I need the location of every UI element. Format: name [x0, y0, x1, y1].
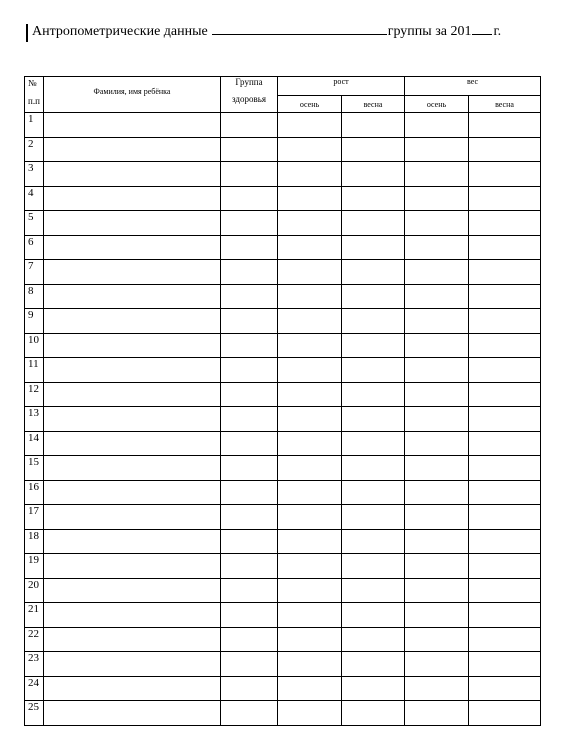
height-spring-cell[interactable]: [342, 309, 405, 334]
table-row: [25, 186, 541, 211]
header-weight-autumn: осень: [405, 96, 469, 113]
child-name-cell[interactable]: [44, 554, 221, 579]
weight-spring-cell[interactable]: [469, 676, 541, 701]
table-row: [25, 505, 541, 530]
table-row: [25, 554, 541, 579]
weight-spring-cell[interactable]: [469, 309, 541, 334]
child-name-cell[interactable]: [44, 676, 221, 701]
health-group-cell[interactable]: [221, 431, 278, 456]
header-number: [25, 77, 44, 113]
table-row: [25, 431, 541, 456]
height-spring-cell[interactable]: [342, 701, 405, 726]
row-number: 1: [25, 113, 44, 138]
row-number: 3: [25, 162, 44, 187]
weight-spring-cell[interactable]: [469, 284, 541, 309]
child-name-cell[interactable]: [44, 603, 221, 628]
weight-spring-cell[interactable]: [469, 578, 541, 603]
health-group-cell[interactable]: [221, 554, 278, 579]
weight-spring-cell[interactable]: [469, 382, 541, 407]
child-name-cell[interactable]: [44, 137, 221, 162]
child-name-cell[interactable]: [44, 333, 221, 358]
row-number: 5: [25, 211, 44, 236]
height-autumn-cell[interactable]: [278, 382, 342, 407]
row-number: 15: [25, 456, 44, 481]
weight-autumn-cell[interactable]: [405, 505, 469, 530]
weight-autumn-cell[interactable]: [405, 113, 469, 138]
row-number: 24: [25, 676, 44, 701]
table-row: [25, 676, 541, 701]
row-number: 23: [25, 652, 44, 677]
height-spring-cell[interactable]: [342, 284, 405, 309]
row-number: 12: [25, 382, 44, 407]
weight-autumn-cell[interactable]: [405, 529, 469, 554]
child-name-cell[interactable]: [44, 578, 221, 603]
row-number: 22: [25, 627, 44, 652]
health-group-cell[interactable]: [221, 113, 278, 138]
weight-autumn-cell[interactable]: [405, 554, 469, 579]
weight-spring-cell[interactable]: [469, 333, 541, 358]
health-group-cell[interactable]: [221, 456, 278, 481]
height-autumn-cell[interactable]: [278, 431, 342, 456]
height-autumn-cell[interactable]: [278, 456, 342, 481]
weight-autumn-cell[interactable]: [405, 162, 469, 187]
height-autumn-cell[interactable]: [278, 162, 342, 187]
weight-spring-cell[interactable]: [469, 358, 541, 383]
height-autumn-cell[interactable]: [278, 113, 342, 138]
row-number: 20: [25, 578, 44, 603]
health-group-cell[interactable]: [221, 578, 278, 603]
health-group-cell[interactable]: [221, 676, 278, 701]
row-number: 9: [25, 309, 44, 334]
height-autumn-cell[interactable]: [278, 701, 342, 726]
table-row: [25, 284, 541, 309]
child-name-cell[interactable]: [44, 186, 221, 211]
header-number-top: №: [28, 78, 37, 88]
height-autumn-cell[interactable]: [278, 333, 342, 358]
health-group-cell[interactable]: [221, 529, 278, 554]
height-autumn-cell[interactable]: [278, 211, 342, 236]
height-spring-cell[interactable]: [342, 333, 405, 358]
weight-autumn-cell[interactable]: [405, 382, 469, 407]
header-health-group-bottom: здоровья: [232, 94, 266, 104]
height-spring-cell[interactable]: [342, 407, 405, 432]
weight-spring-cell[interactable]: [469, 260, 541, 285]
row-number: 21: [25, 603, 44, 628]
table-row: [25, 333, 541, 358]
height-autumn-cell[interactable]: [278, 529, 342, 554]
table-row: [25, 162, 541, 187]
height-autumn-cell[interactable]: [278, 186, 342, 211]
table-row: [25, 382, 541, 407]
height-spring-cell[interactable]: [342, 578, 405, 603]
height-spring-cell[interactable]: [342, 627, 405, 652]
table-row: [25, 456, 541, 481]
health-group-cell[interactable]: [221, 407, 278, 432]
title-part-3: г.: [493, 24, 502, 39]
weight-spring-cell[interactable]: [469, 431, 541, 456]
row-number: 18: [25, 529, 44, 554]
header-number-bottom: п.п: [28, 96, 40, 106]
health-group-cell[interactable]: [221, 480, 278, 505]
child-name-cell[interactable]: [44, 407, 221, 432]
height-autumn-cell[interactable]: [278, 578, 342, 603]
weight-autumn-cell[interactable]: [405, 456, 469, 481]
table-body: [25, 113, 541, 726]
text-cursor-bar: [26, 24, 28, 42]
child-name-cell[interactable]: [44, 309, 221, 334]
height-spring-cell[interactable]: [342, 162, 405, 187]
health-group-cell[interactable]: [221, 284, 278, 309]
table-row: [25, 113, 541, 138]
row-number: 4: [25, 186, 44, 211]
header-height: рост: [278, 77, 405, 96]
weight-spring-cell[interactable]: [469, 211, 541, 236]
height-spring-cell[interactable]: [342, 113, 405, 138]
height-autumn-cell[interactable]: [278, 358, 342, 383]
table-row: [25, 603, 541, 628]
height-autumn-cell[interactable]: [278, 407, 342, 432]
table-row: [25, 407, 541, 432]
document-title: [26, 21, 556, 45]
child-name-cell[interactable]: [44, 480, 221, 505]
child-name-cell[interactable]: [44, 456, 221, 481]
health-group-cell[interactable]: [221, 358, 278, 383]
weight-autumn-cell[interactable]: [405, 260, 469, 285]
weight-spring-cell[interactable]: [469, 456, 541, 481]
health-group-cell[interactable]: [221, 505, 278, 530]
height-autumn-cell[interactable]: [278, 309, 342, 334]
weight-spring-cell[interactable]: [469, 529, 541, 554]
row-number: 17: [25, 505, 44, 530]
row-number: 25: [25, 701, 44, 726]
weight-autumn-cell[interactable]: [405, 480, 469, 505]
weight-autumn-cell[interactable]: [405, 137, 469, 162]
weight-autumn-cell[interactable]: [405, 676, 469, 701]
height-spring-cell[interactable]: [342, 382, 405, 407]
row-number: 6: [25, 235, 44, 260]
title-part-2: группы за 201: [387, 24, 472, 39]
row-number: 13: [25, 407, 44, 432]
child-name-cell[interactable]: [44, 652, 221, 677]
height-spring-cell[interactable]: [342, 505, 405, 530]
weight-autumn-cell[interactable]: [405, 211, 469, 236]
weight-autumn-cell[interactable]: [405, 603, 469, 628]
child-name-cell[interactable]: [44, 235, 221, 260]
weight-autumn-cell[interactable]: [405, 627, 469, 652]
row-number: 8: [25, 284, 44, 309]
table-row: [25, 701, 541, 726]
row-number: 10: [25, 333, 44, 358]
table-row: [25, 211, 541, 236]
anthropometric-table: [24, 76, 541, 726]
weight-autumn-cell[interactable]: [405, 652, 469, 677]
weight-autumn-cell[interactable]: [405, 578, 469, 603]
height-spring-cell[interactable]: [342, 676, 405, 701]
weight-autumn-cell[interactable]: [405, 284, 469, 309]
table-row: [25, 652, 541, 677]
weight-spring-cell[interactable]: [469, 186, 541, 211]
height-spring-cell[interactable]: [342, 235, 405, 260]
child-name-cell[interactable]: [44, 211, 221, 236]
group-name-blank[interactable]: [212, 21, 387, 35]
child-name-cell[interactable]: [44, 627, 221, 652]
weight-spring-cell[interactable]: [469, 627, 541, 652]
header-height-autumn: осень: [278, 96, 342, 113]
child-name-cell[interactable]: [44, 529, 221, 554]
health-group-cell[interactable]: [221, 211, 278, 236]
table-row: [25, 627, 541, 652]
child-name-cell[interactable]: [44, 162, 221, 187]
child-name-cell[interactable]: [44, 701, 221, 726]
height-spring-cell[interactable]: [342, 186, 405, 211]
health-group-cell[interactable]: [221, 309, 278, 334]
height-autumn-cell[interactable]: [278, 284, 342, 309]
table-row: [25, 480, 541, 505]
height-autumn-cell[interactable]: [278, 235, 342, 260]
health-group-cell[interactable]: [221, 260, 278, 285]
row-number: 19: [25, 554, 44, 579]
row-number: 11: [25, 358, 44, 383]
health-group-cell[interactable]: [221, 652, 278, 677]
child-name-cell[interactable]: [44, 284, 221, 309]
weight-spring-cell[interactable]: [469, 407, 541, 432]
height-autumn-cell[interactable]: [278, 480, 342, 505]
weight-spring-cell[interactable]: [469, 162, 541, 187]
table-row: [25, 235, 541, 260]
health-group-cell[interactable]: [221, 333, 278, 358]
health-group-cell[interactable]: [221, 137, 278, 162]
title-part-1: Антропометрические данные: [32, 24, 208, 39]
height-autumn-cell[interactable]: [278, 603, 342, 628]
health-group-cell[interactable]: [221, 603, 278, 628]
header-weight-spring: весна: [469, 96, 541, 113]
weight-spring-cell[interactable]: [469, 480, 541, 505]
height-spring-cell[interactable]: [342, 480, 405, 505]
table-row: [25, 578, 541, 603]
weight-spring-cell[interactable]: [469, 137, 541, 162]
table-row: [25, 309, 541, 334]
height-spring-cell[interactable]: [342, 211, 405, 236]
weight-spring-cell[interactable]: [469, 113, 541, 138]
header-health-group-top: Группа: [235, 77, 263, 87]
header-child-name: Фамилия, имя ребёнка: [44, 77, 221, 113]
height-spring-cell[interactable]: [342, 358, 405, 383]
weight-spring-cell[interactable]: [469, 652, 541, 677]
child-name-cell[interactable]: [44, 358, 221, 383]
health-group-cell[interactable]: [221, 162, 278, 187]
header-health-group: [221, 77, 278, 113]
row-number: 7: [25, 260, 44, 285]
row-number: 16: [25, 480, 44, 505]
health-group-cell[interactable]: [221, 701, 278, 726]
weight-autumn-cell[interactable]: [405, 407, 469, 432]
child-name-cell[interactable]: [44, 382, 221, 407]
height-spring-cell[interactable]: [342, 554, 405, 579]
table-row: [25, 358, 541, 383]
height-spring-cell[interactable]: [342, 137, 405, 162]
weight-spring-cell[interactable]: [469, 505, 541, 530]
row-number: 14: [25, 431, 44, 456]
health-group-cell[interactable]: [221, 382, 278, 407]
table-row: [25, 137, 541, 162]
header-weight: вес: [405, 77, 541, 96]
child-name-cell[interactable]: [44, 113, 221, 138]
table-row: [25, 260, 541, 285]
year-blank[interactable]: [472, 21, 492, 35]
child-name-cell[interactable]: [44, 505, 221, 530]
health-group-cell[interactable]: [221, 627, 278, 652]
height-spring-cell[interactable]: [342, 431, 405, 456]
height-autumn-cell[interactable]: [278, 260, 342, 285]
height-autumn-cell[interactable]: [278, 137, 342, 162]
weight-autumn-cell[interactable]: [405, 309, 469, 334]
height-spring-cell[interactable]: [342, 456, 405, 481]
weight-spring-cell[interactable]: [469, 554, 541, 579]
weight-autumn-cell[interactable]: [405, 701, 469, 726]
health-group-cell[interactable]: [221, 235, 278, 260]
height-autumn-cell[interactable]: [278, 505, 342, 530]
height-autumn-cell[interactable]: [278, 652, 342, 677]
height-autumn-cell[interactable]: [278, 627, 342, 652]
height-spring-cell[interactable]: [342, 529, 405, 554]
health-group-cell[interactable]: [221, 186, 278, 211]
height-spring-cell[interactable]: [342, 260, 405, 285]
height-autumn-cell[interactable]: [278, 676, 342, 701]
table-row: [25, 529, 541, 554]
weight-spring-cell[interactable]: [469, 603, 541, 628]
child-name-cell[interactable]: [44, 260, 221, 285]
height-spring-cell[interactable]: [342, 652, 405, 677]
row-number: 2: [25, 137, 44, 162]
child-name-cell[interactable]: [44, 431, 221, 456]
height-spring-cell[interactable]: [342, 603, 405, 628]
height-autumn-cell[interactable]: [278, 554, 342, 579]
weight-autumn-cell[interactable]: [405, 235, 469, 260]
weight-autumn-cell[interactable]: [405, 333, 469, 358]
weight-autumn-cell[interactable]: [405, 358, 469, 383]
weight-autumn-cell[interactable]: [405, 186, 469, 211]
weight-autumn-cell[interactable]: [405, 431, 469, 456]
weight-spring-cell[interactable]: [469, 701, 541, 726]
weight-spring-cell[interactable]: [469, 235, 541, 260]
header-height-spring: весна: [342, 96, 405, 113]
